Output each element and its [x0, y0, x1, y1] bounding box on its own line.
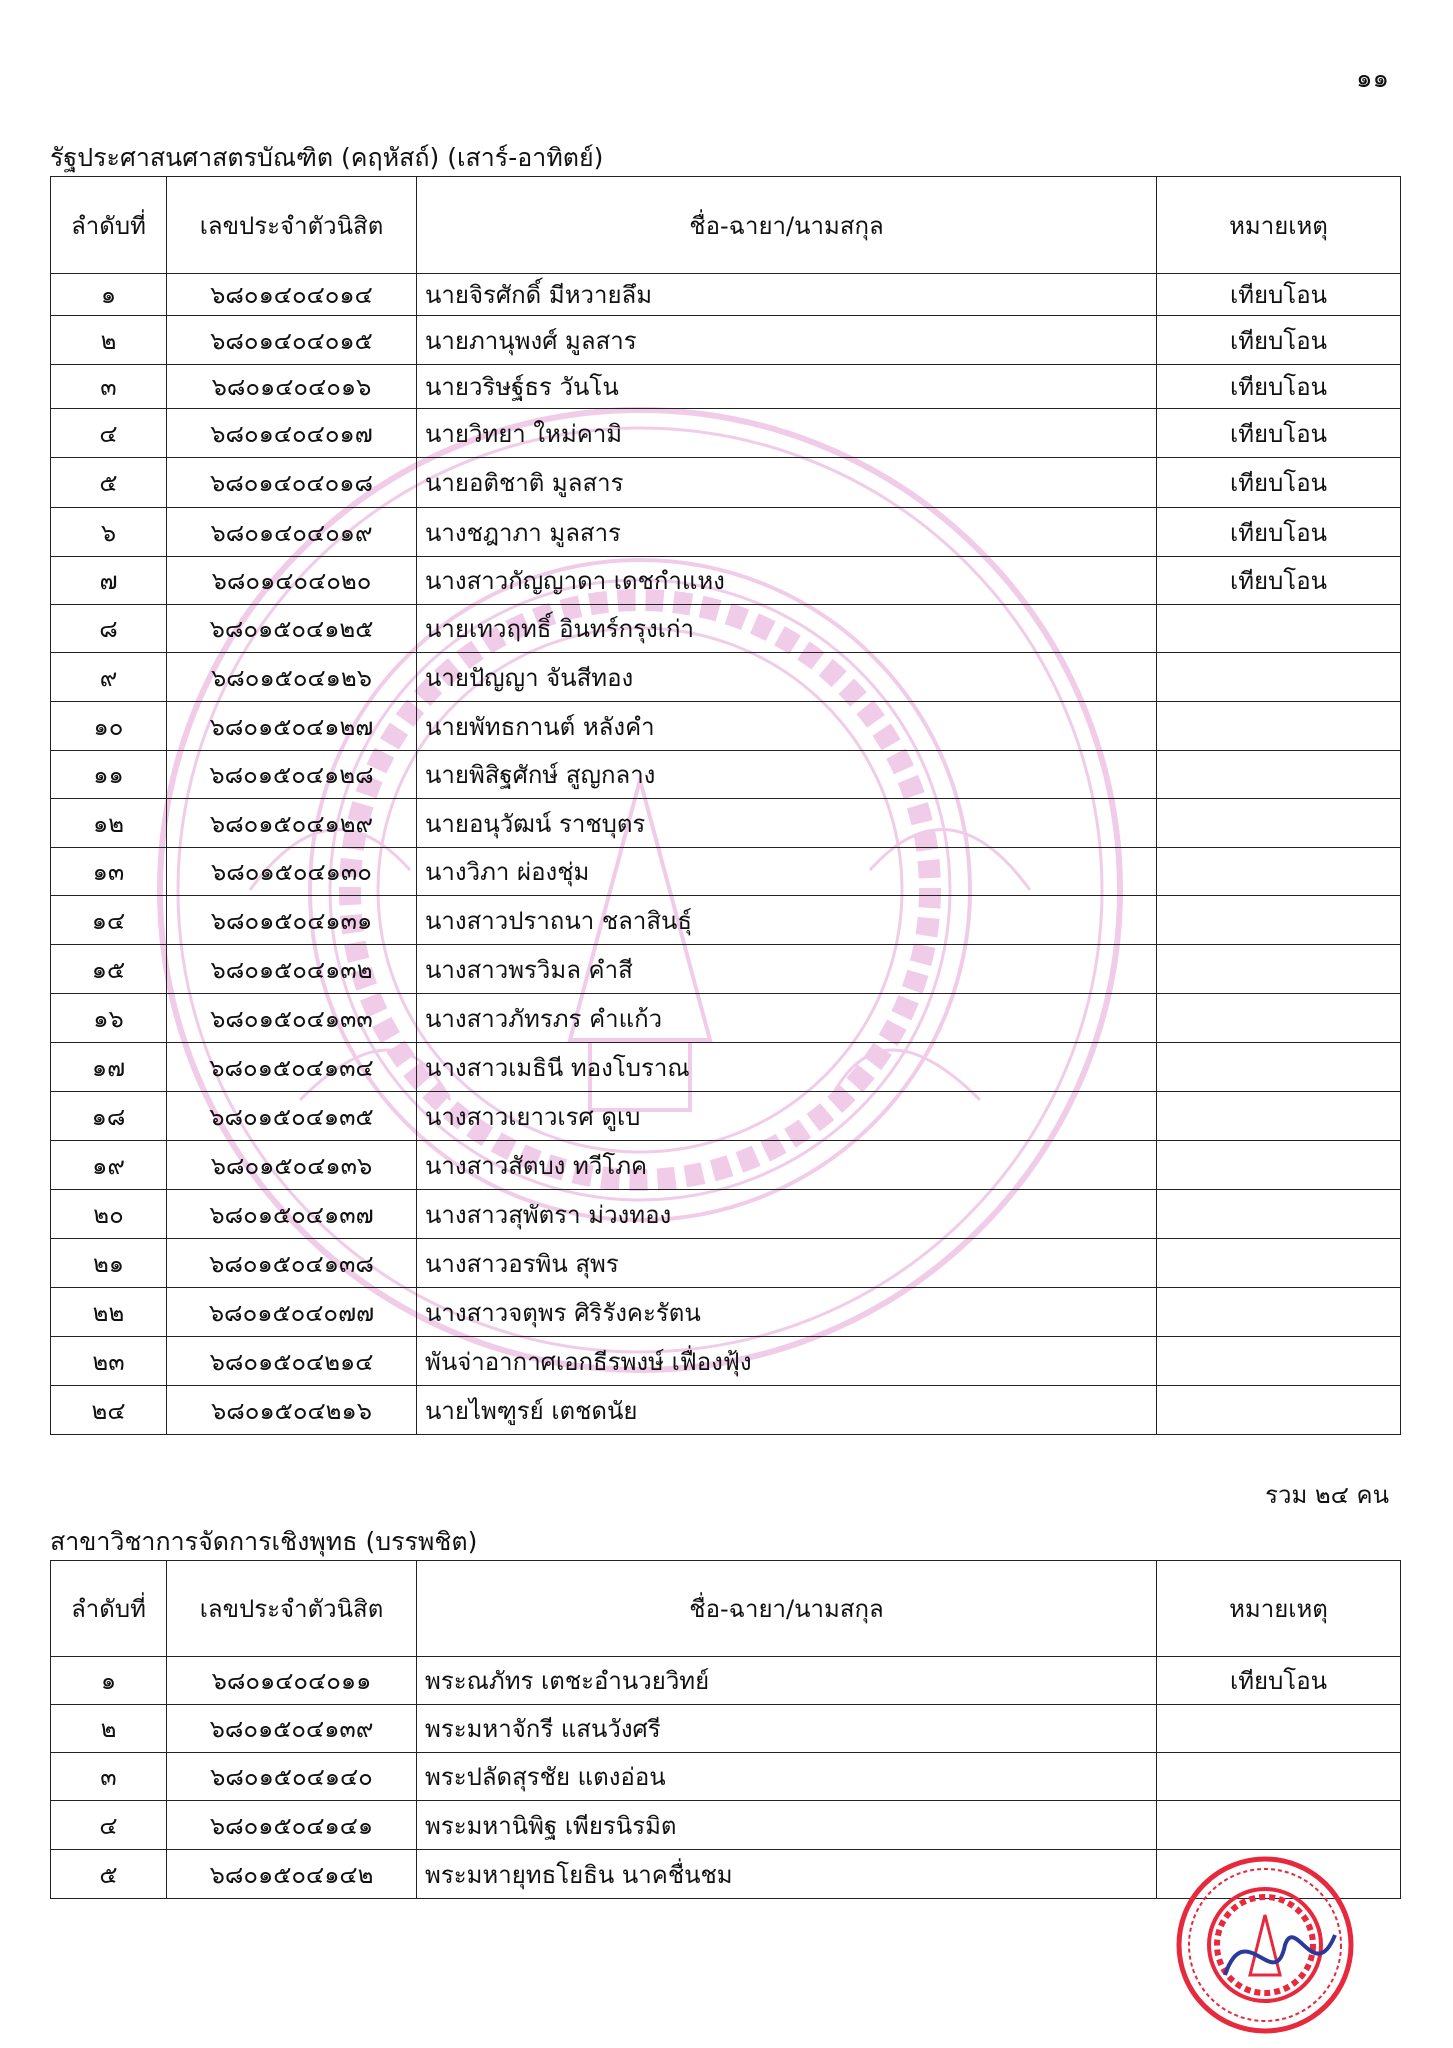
table-row: [51, 1705, 1401, 1753]
row-seq: ๒: [51, 316, 167, 365]
header-seq: ลำดับที่: [51, 177, 167, 274]
row-seq: ๑๓: [51, 848, 167, 896]
row-name: นางสาวเยาวเรศ ดูเบ: [417, 1092, 1157, 1141]
row-student-id: ๖๘๐๑๔๐๔๐๑๔: [167, 274, 417, 316]
row-name: นางสาวอรพิน สุพร: [417, 1239, 1157, 1288]
table-row: [51, 1239, 1401, 1288]
row-note: [1157, 1288, 1401, 1337]
header-student-id: เลขประจำตัวนิสิต: [167, 177, 417, 274]
row-student-id: ๖๘๐๑๔๐๔๐๒๐: [167, 557, 417, 605]
row-note: [1157, 1190, 1401, 1239]
row-name: นายอนุวัฒน์ ราชบุตร: [417, 799, 1157, 848]
header-student-id: เลขประจำตัวนิสิต: [167, 1561, 417, 1657]
row-seq: ๒๒: [51, 1288, 167, 1337]
table-row: [51, 1288, 1401, 1337]
row-seq: ๘: [51, 605, 167, 653]
section-2-title: สาขาวิชาการจัดการเชิงพุทธ (บรรพชิต): [50, 1527, 478, 1556]
section-1-table: [50, 176, 1401, 1435]
row-name: นายอติชาติ มูลสาร: [417, 458, 1157, 508]
row-name: พระณภัทร เตชะอำนวยวิทย์: [417, 1657, 1157, 1705]
row-name: นางสาวสุพัตรา ม่วงทอง: [417, 1190, 1157, 1239]
row-name: นางสาวภัทรภร คำแก้ว: [417, 994, 1157, 1043]
row-student-id: ๖๘๐๑๕๐๔๑๔๑: [167, 1801, 417, 1850]
row-student-id: ๖๘๐๑๕๐๔๑๓๙: [167, 1705, 417, 1753]
row-note: [1157, 994, 1401, 1043]
table-row: [51, 274, 1401, 316]
row-seq: ๓: [51, 1753, 167, 1801]
row-note: [1157, 605, 1401, 653]
row-note: [1157, 799, 1401, 848]
page-number: ๑๑: [1355, 64, 1389, 94]
row-name: นางวิภา ผ่องชุ่ม: [417, 848, 1157, 896]
row-seq: ๒๔: [51, 1386, 167, 1435]
table-row: [51, 799, 1401, 848]
table-row: [51, 1141, 1401, 1190]
table-row: [51, 702, 1401, 751]
row-name: พระมหาจักรี แสนวังศรี: [417, 1705, 1157, 1753]
table-row: [51, 557, 1401, 605]
row-name: นางสาวสัตบง ทวีโภค: [417, 1141, 1157, 1190]
row-seq: ๑๕: [51, 945, 167, 994]
row-name: พระมหายุทธโยธิน นาคชื่นชม: [417, 1850, 1157, 1899]
row-note: [1157, 1092, 1401, 1141]
row-note: [1157, 702, 1401, 751]
header-name: ชื่อ-ฉายา/นามสกุล: [417, 177, 1157, 274]
row-seq: ๒: [51, 1705, 167, 1753]
row-note: [1157, 1801, 1401, 1850]
row-student-id: ๖๘๐๑๕๐๔๑๓๒: [167, 945, 417, 994]
row-seq: ๑๔: [51, 896, 167, 945]
table-row: [51, 365, 1401, 409]
table-row: [51, 848, 1401, 896]
row-note: [1157, 1141, 1401, 1190]
row-name: นายวิทยา ใหม่คามิ: [417, 409, 1157, 458]
row-note: [1157, 1705, 1401, 1753]
table-row: [51, 458, 1401, 508]
row-name: นายปัญญา จันสีทอง: [417, 653, 1157, 702]
table-row: [51, 994, 1401, 1043]
header-seq: ลำดับที่: [51, 1561, 167, 1657]
row-seq: ๗: [51, 557, 167, 605]
row-note: [1157, 1337, 1401, 1386]
row-name: นายเทวฤทธิ์ อินทร์กรุงเก่า: [417, 605, 1157, 653]
row-student-id: ๖๘๐๑๔๐๔๐๑๖: [167, 365, 417, 409]
table-row: [51, 1337, 1401, 1386]
row-student-id: ๖๘๐๑๕๐๔๑๓๔: [167, 1043, 417, 1092]
row-student-id: ๖๘๐๑๕๐๔๒๑๔: [167, 1337, 417, 1386]
row-note: [1157, 1753, 1401, 1801]
row-student-id: ๖๘๐๑๕๐๔๑๒๙: [167, 799, 417, 848]
row-name: พระมหานิพิฐ เพียรนิรมิต: [417, 1801, 1157, 1850]
table-row: [51, 508, 1401, 557]
row-student-id: ๖๘๐๑๕๐๔๑๓๓: [167, 994, 417, 1043]
row-student-id: ๖๘๐๑๕๐๔๑๒๘: [167, 751, 417, 799]
row-student-id: ๖๘๐๑๔๐๔๐๑๙: [167, 508, 417, 557]
row-seq: ๑๙: [51, 1141, 167, 1190]
table-row: [51, 896, 1401, 945]
table-row: [51, 1657, 1401, 1705]
row-student-id: ๖๘๐๑๕๐๔๑๓๕: [167, 1092, 417, 1141]
row-seq: ๒๐: [51, 1190, 167, 1239]
row-seq: ๙: [51, 653, 167, 702]
row-note: [1157, 896, 1401, 945]
row-seq: ๕: [51, 1850, 167, 1899]
official-stamp-seal: [1165, 1855, 1385, 2035]
row-student-id: ๖๘๐๑๕๐๔๑๒๖: [167, 653, 417, 702]
table-row: [51, 1190, 1401, 1239]
row-seq: ๑๑: [51, 751, 167, 799]
row-student-id: ๖๘๐๑๕๐๔๑๓๗: [167, 1190, 417, 1239]
row-name: นายพัทธกานต์ หลังคำ: [417, 702, 1157, 751]
table-row: [51, 409, 1401, 458]
row-note: เทียบโอน: [1157, 316, 1401, 365]
row-seq: ๓: [51, 365, 167, 409]
table-row: [51, 653, 1401, 702]
row-name: นางสาวจตุพร ศิริรังคะรัตน: [417, 1288, 1157, 1337]
section-1-rows: [51, 274, 1401, 1435]
row-seq: ๖: [51, 508, 167, 557]
row-seq: ๑๗: [51, 1043, 167, 1092]
row-name: นายภานุพงศ์ มูลสาร: [417, 316, 1157, 365]
row-seq: ๒๑: [51, 1239, 167, 1288]
row-student-id: ๖๘๐๑๕๐๔๑๒๕: [167, 605, 417, 653]
row-name: นางสาวพรวิมล คำสี: [417, 945, 1157, 994]
row-student-id: ๖๘๐๑๕๐๔๑๔๒: [167, 1850, 417, 1899]
table-row: [51, 1386, 1401, 1435]
table-row: [51, 1753, 1401, 1801]
row-note: เทียบโอน: [1157, 508, 1401, 557]
row-name: นายพิสิฐศักษ์ สูญกลาง: [417, 751, 1157, 799]
row-student-id: ๖๘๐๑๕๐๔๑๓๖: [167, 1141, 417, 1190]
row-seq: ๑๘: [51, 1092, 167, 1141]
row-note: [1157, 1239, 1401, 1288]
row-name: นางสาวเมธินี ทองโบราณ: [417, 1043, 1157, 1092]
row-note: [1157, 848, 1401, 896]
row-student-id: ๖๘๐๑๔๐๔๐๑๗: [167, 409, 417, 458]
row-note: [1157, 1043, 1401, 1092]
header-name: ชื่อ-ฉายา/นามสกุล: [417, 1561, 1157, 1657]
row-seq: ๑: [51, 1657, 167, 1705]
row-seq: ๒๓: [51, 1337, 167, 1386]
section-1-title: รัฐประศาสนศาสตรบัณฑิต (คฤหัสถ์) (เสาร์-อาทิตย์): [50, 143, 604, 172]
table-row: [51, 316, 1401, 365]
row-seq: ๑๖: [51, 994, 167, 1043]
table-row: [51, 945, 1401, 994]
row-student-id: ๖๘๐๑๕๐๔๑๓๑: [167, 896, 417, 945]
row-name: พระปลัดสุรชัย แตงอ่อน: [417, 1753, 1157, 1801]
table-row: [51, 1092, 1401, 1141]
row-student-id: ๖๘๐๑๕๐๔๑๓๐: [167, 848, 417, 896]
row-seq: ๕: [51, 458, 167, 508]
row-seq: ๑๒: [51, 799, 167, 848]
row-note: เทียบโอน: [1157, 557, 1401, 605]
row-note: [1157, 751, 1401, 799]
row-note: [1157, 1386, 1401, 1435]
row-seq: ๔: [51, 1801, 167, 1850]
section-2-table: [50, 1560, 1401, 1899]
row-name: นางชฎาภา มูลสาร: [417, 508, 1157, 557]
row-seq: ๔: [51, 409, 167, 458]
row-student-id: ๖๘๐๑๕๐๔๑๓๘: [167, 1239, 417, 1288]
row-note: เทียบโอน: [1157, 458, 1401, 508]
row-name: นางสาวปราถนา ชลาสินธุ์: [417, 896, 1157, 945]
row-name: นางสาวกัญญาดา เดชกำแหง: [417, 557, 1157, 605]
row-seq: ๑: [51, 274, 167, 316]
row-student-id: ๖๘๐๑๕๐๔๒๑๖: [167, 1386, 417, 1435]
table-row: [51, 1043, 1401, 1092]
row-student-id: ๖๘๐๑๕๐๔๐๗๗: [167, 1288, 417, 1337]
row-note: เทียบโอน: [1157, 409, 1401, 458]
row-student-id: ๖๘๐๑๔๐๔๐๑๑: [167, 1657, 417, 1705]
table-row: [51, 605, 1401, 653]
table-row: [51, 751, 1401, 799]
row-seq: ๑๐: [51, 702, 167, 751]
row-note: เทียบโอน: [1157, 1657, 1401, 1705]
row-name: พันจ่าอากาศเอกธีรพงษ์ เฟื่องฟุ้ง: [417, 1337, 1157, 1386]
section-1-total: รวม ๒๔ คน: [1265, 1481, 1389, 1509]
row-name: นายจิรศักดิ์ มีหวายลึม: [417, 274, 1157, 316]
row-note: [1157, 945, 1401, 994]
row-student-id: ๖๘๐๑๔๐๔๐๑๕: [167, 316, 417, 365]
row-student-id: ๖๘๐๑๕๐๔๑๒๗: [167, 702, 417, 751]
row-note: เทียบโอน: [1157, 274, 1401, 316]
row-name: นายไพฑูรย์ เตชดนัย: [417, 1386, 1157, 1435]
header-note: หมายเหตุ: [1157, 177, 1401, 274]
row-note: [1157, 653, 1401, 702]
table-row: [51, 1801, 1401, 1850]
row-name: นายวริษฐ์ธร วันโน: [417, 365, 1157, 409]
row-note: เทียบโอน: [1157, 365, 1401, 409]
row-student-id: ๖๘๐๑๕๐๔๑๔๐: [167, 1753, 417, 1801]
row-student-id: ๖๘๐๑๔๐๔๐๑๘: [167, 458, 417, 508]
header-note: หมายเหตุ: [1157, 1561, 1401, 1657]
